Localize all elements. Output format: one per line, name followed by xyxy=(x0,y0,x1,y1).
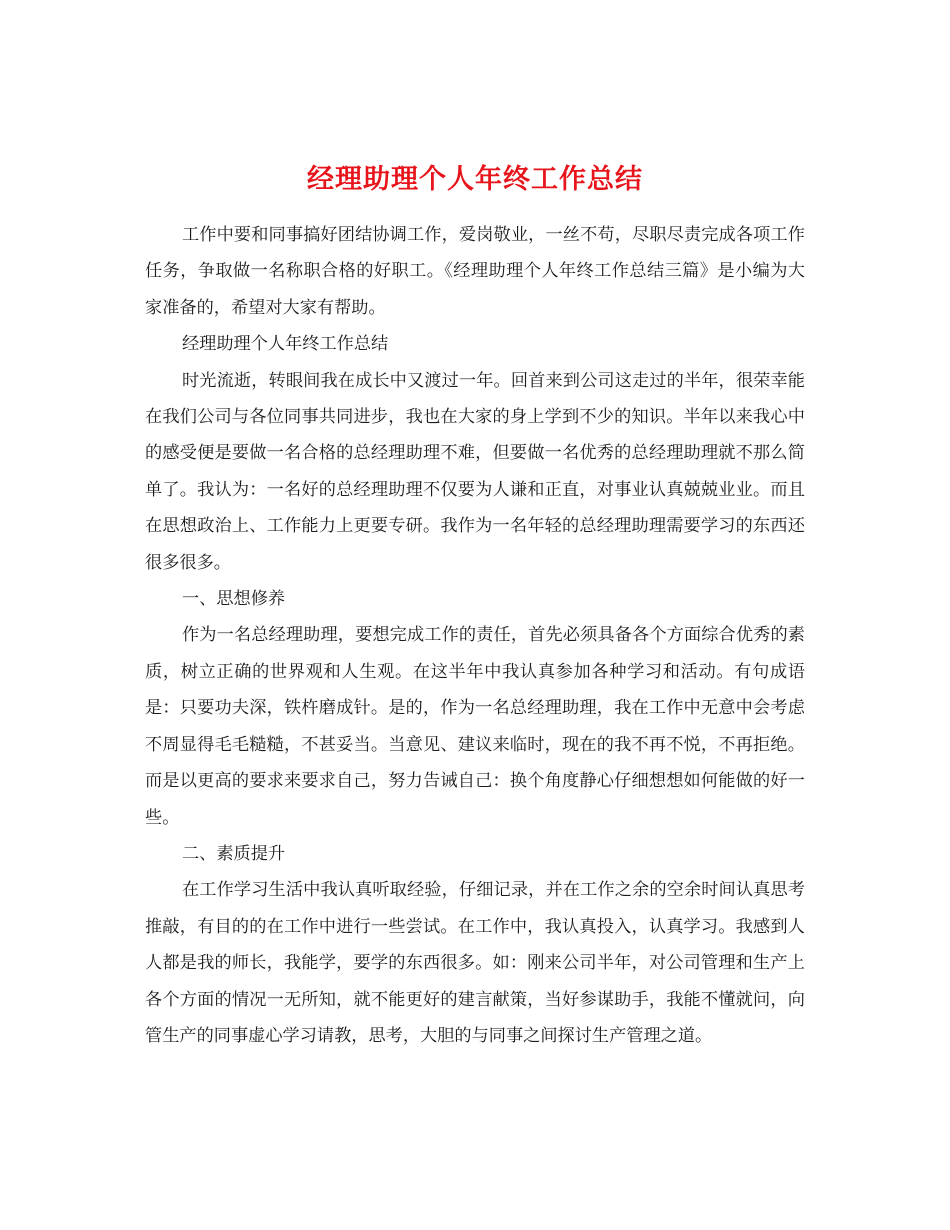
paragraph-intro: 工作中要和同事搞好团结协调工作，爱岗敬业，一丝不苟，尽职尽责完成各项工作任务，争取做一名称职合格的好职工。《经理助理个人年终工作总结三篇》是小编为大家准备的，希望对大家有帮助。 xyxy=(145,225,805,318)
paragraph-opening: 时光流逝，转眼间我在成长中又渡过一年。回首来到公司这走过的半年，很荣幸能在我们公司与各位同事共同进步，我也在大家的身上学到不少的知识。半年以来我心中的感受便是要做一名合格的总经理助理不难，但要做一名优秀的总经理助理就不那么简单了。我认为：一名好的总经理助理不仅要为人谦和正直，对事业认真兢兢业业。而且在思想政治上、工作能力上更要专研。我作为一名年轻的总经理助理需要学习的东西还很多很多。 xyxy=(145,370,805,573)
section-heading-2: 二、素质提升 xyxy=(181,843,286,864)
paragraph-section-1: 作为一名总经理助理，要想完成工作的责任，首先必须具备各个方面综合优秀的素质，树立正确的世界观和人生观。在这半年中我认真参加各种学习和活动。有句成语是：只要功夫深，铁杵磨成针。是的，作为一名总经理助理，我在工作中无意中会考虑不周显得毛毛糙糙，不甚妥当。当意见、建议来临时，现在的我不再不悦，不再拒绝。而是以更高的要求来要求自己，努力告诫自己：换个角度静心仔细想想如何能做的好一些。 xyxy=(145,625,805,828)
paragraph-section-2: 在工作学习生活中我认真听取经验，仔细记录，并在工作之余的空余时间认真思考推敲，有目的的在工作中进行一些尝试。在工作中，我认真投入，认真学习。我感到人人都是我的师长，我能学，要学的东西很多。如：刚来公司半年，对公司管理和生产上各个方面的情况一无所知，就不能更好的建言献策，当好参谋助手，我能不懂就问，向管生产的同事虚心学习请教，思考，大胆的与同事之间探讨生产管理之道。 xyxy=(145,880,805,1046)
document-body xyxy=(145,217,805,1054)
paragraph-subtitle: 经理助理个人年终工作总结 xyxy=(181,334,389,355)
document-title: 经理助理个人年终工作总结 xyxy=(307,164,643,196)
section-heading-1: 一、思想修养 xyxy=(181,589,286,610)
